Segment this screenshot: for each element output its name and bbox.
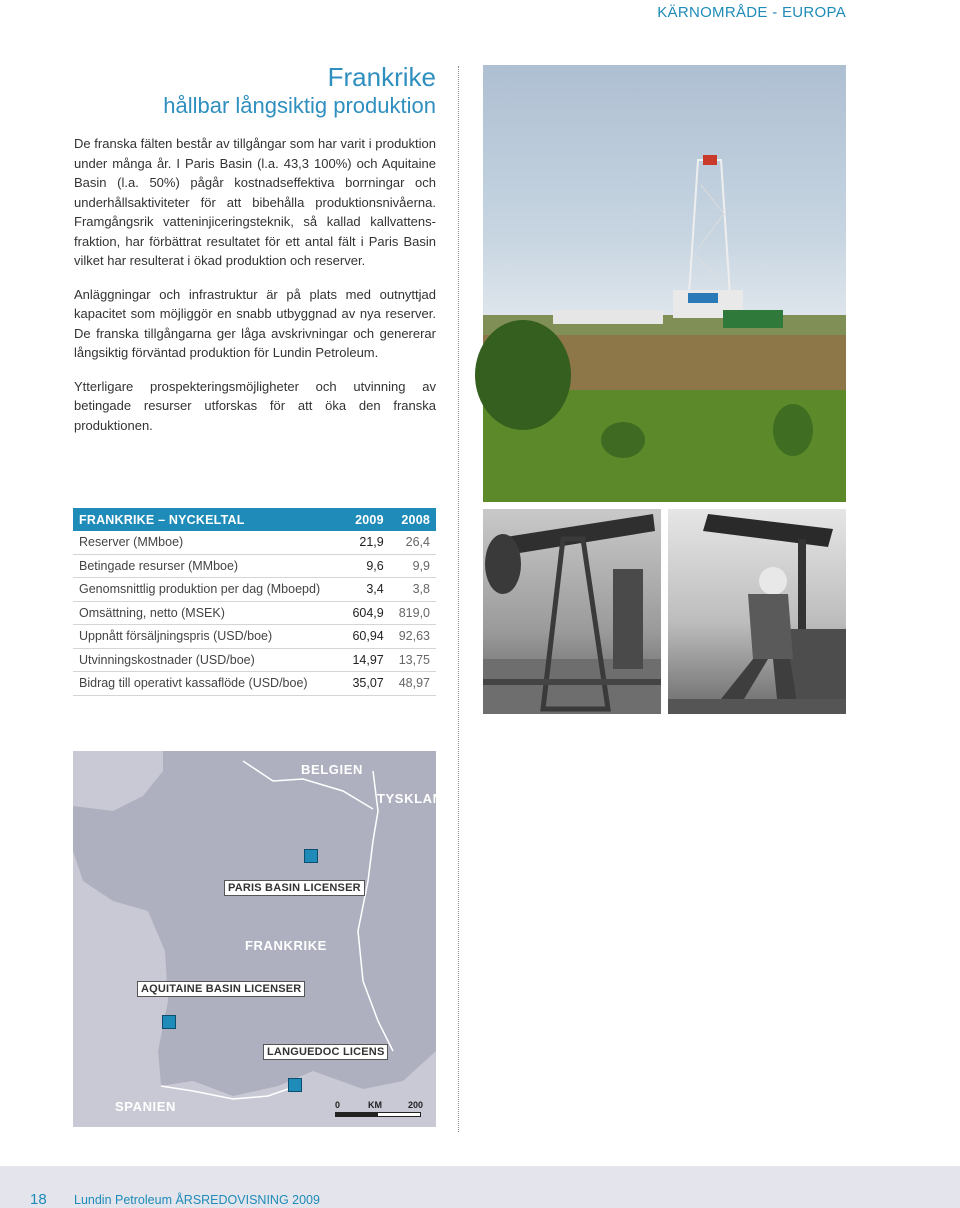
- value-2008: 13,75: [390, 648, 436, 672]
- paragraph-2: Anläggningar och infrastruktur är på plats med outnyttjad kapacitet som möjliggör en snabb utbyggnad av nya reserver. De franska tillgångarna ger låga avskrivningar och genererar långsiktig förväntad produktion för Lundin Petroleum.: [74, 286, 436, 360]
- value-2008: 819,0: [390, 601, 436, 625]
- body-text: [74, 134, 436, 449]
- pumpjack-illustration: [483, 509, 661, 714]
- value-2009: 35,07: [343, 672, 389, 696]
- table-row: [73, 601, 436, 625]
- label-aquitaine-basin: AQUITAINE BASIN LICENSER: [137, 981, 305, 997]
- row-label: Betingade resurser (MMboe): [73, 554, 343, 578]
- table-row: [73, 672, 436, 696]
- footer-text: Lundin Petroleum ÅRSREDOVISNING 2009: [74, 1193, 320, 1207]
- value-2009: 9,6: [343, 554, 389, 578]
- scale-zero: 0: [335, 1100, 341, 1110]
- paragraph-1: De franska fälten består av tillgångar som har varit i produktion under många år. I Paris Basin (l.a. 43,3 100%) och Aquitaine Basin (l.a. 50%) pågår kostnadseffektiva borrningar och underhållsaktiviteter för att bibehålla produktionsnivåerna. Framgångsrik vatteninjiceringsteknik, så kallad kallvattensfraktion, har förbättrat resultatet för ett antal fält i Paris Basin vilket har resulterat i ökad produktion och reserver.: [74, 136, 436, 268]
- worker-illustration: [668, 509, 846, 714]
- pumpjack-photo: [483, 509, 661, 714]
- column-header-2008: 2008: [390, 508, 436, 531]
- column-header-2009: 2009: [343, 508, 389, 531]
- label-spanien: SPANIEN: [115, 1099, 177, 1114]
- table-row: [73, 648, 436, 672]
- page-number: 18: [30, 1191, 47, 1208]
- label-tyskland: TYSKLAND: [377, 791, 453, 806]
- value-2009: 14,97: [343, 648, 389, 672]
- table-row: [73, 554, 436, 578]
- row-label: Uppnått försäljningspris (USD/boe): [73, 625, 343, 649]
- value-2009: 21,9: [343, 531, 389, 554]
- section-label: KÄRNOMRÅDE - EUROPA: [657, 4, 846, 21]
- row-label: Utvinningskostnader (USD/boe): [73, 648, 343, 672]
- table-row: [73, 531, 436, 554]
- pumpjack-worker-photo: [668, 509, 846, 714]
- paragraph-3: Ytterligare prospekteringsmöjligheter och utvinning av betingade resurser utforskas för att öka den franska produktionen.: [74, 378, 436, 433]
- france-map: [73, 751, 453, 1127]
- aquitaine-basin-marker[interactable]: [162, 1015, 176, 1029]
- page-title: Frankrike: [327, 62, 436, 92]
- row-label: Omsättning, netto (MSEK): [73, 601, 343, 625]
- value-2008: 3,8: [390, 578, 436, 602]
- paris-basin-marker[interactable]: [304, 849, 318, 863]
- table-title: FRANKRIKE – NYCKELTAL: [73, 508, 343, 531]
- scale-unit: KM: [368, 1100, 382, 1110]
- value-2009: 60,94: [343, 625, 389, 649]
- drilling-rig-illustration: [483, 65, 846, 502]
- value-2008: 92,63: [390, 625, 436, 649]
- row-label: Bidrag till operativt kassaflöde (USD/boe): [73, 672, 343, 696]
- drilling-rig-photo: [483, 65, 846, 502]
- table-header-row: [73, 508, 436, 531]
- value-2009: 604,9: [343, 601, 389, 625]
- label-languedoc: LANGUEDOC LICENS: [263, 1044, 388, 1060]
- value-2008: 26,4: [390, 531, 436, 554]
- label-frankrike: FRANKRIKE: [245, 938, 327, 953]
- languedoc-marker[interactable]: [288, 1078, 302, 1092]
- row-label: Genomsnittlig produktion per dag (Mboepd): [73, 578, 343, 602]
- value-2008: 9,9: [390, 554, 436, 578]
- value-2008: 48,97: [390, 672, 436, 696]
- dotted-divider: [458, 66, 459, 1132]
- row-label: Reserver (MMboe): [73, 531, 343, 554]
- value-2009: 3,4: [343, 578, 389, 602]
- scale-bar: [335, 1112, 421, 1117]
- page-subtitle: hållbar långsiktig produktion: [163, 93, 436, 118]
- table-row: [73, 625, 436, 649]
- key-figures-table: [73, 508, 436, 696]
- label-paris-basin: PARIS BASIN LICENSER: [224, 880, 365, 896]
- label-belgien: BELGIEN: [301, 762, 363, 777]
- table-row: [73, 578, 436, 602]
- scale-200: 200: [408, 1100, 424, 1110]
